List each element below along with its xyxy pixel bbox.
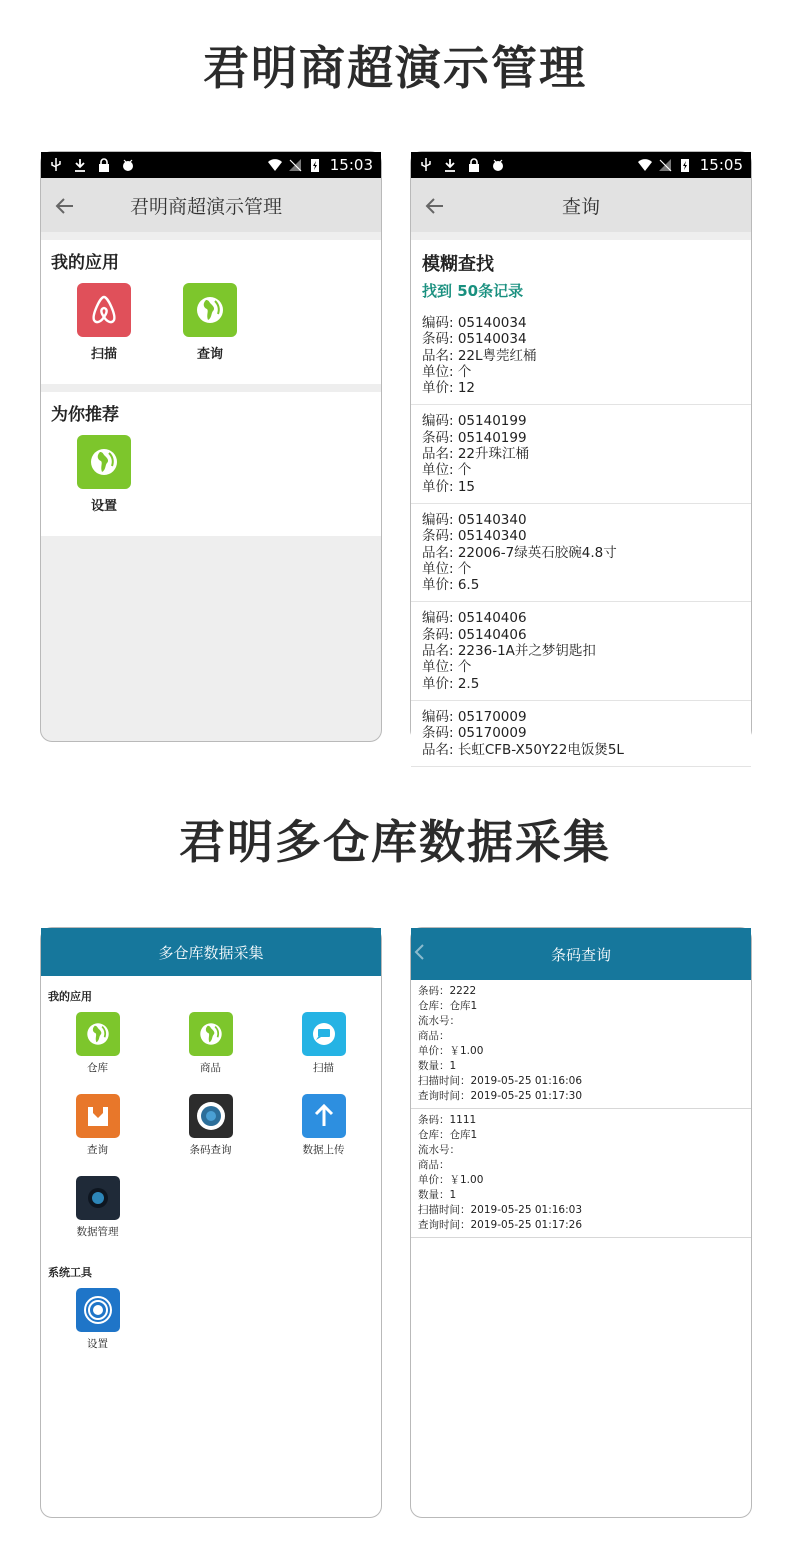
item-barcode: 条码: 05140199 xyxy=(422,429,527,446)
app-settings[interactable] xyxy=(41,1288,154,1362)
item-barcode: 条码: 05140034 xyxy=(422,331,527,348)
item-name: 品名: 22L粤莞红桶 xyxy=(422,347,537,364)
battery-icon xyxy=(678,158,692,172)
item-barcode: 条码: 05170009 xyxy=(422,725,527,742)
phone-screen-home xyxy=(40,151,382,742)
app-label: 扫描 xyxy=(313,1062,334,1074)
result-list xyxy=(411,307,751,767)
app-data-upload[interactable] xyxy=(267,1094,380,1168)
divider xyxy=(411,232,751,240)
page-title: 君明商超演示管理 xyxy=(129,195,282,218)
record-icon xyxy=(76,1176,120,1220)
item-unit: 单位: 个 xyxy=(422,560,472,577)
item-warehouse: 仓库：仓库1 xyxy=(418,1129,478,1141)
globe-icon xyxy=(183,283,237,337)
phone-screen-query xyxy=(410,151,752,758)
item-warehouse: 仓库：仓库1 xyxy=(418,1000,478,1012)
recommend-card xyxy=(41,392,381,536)
item-price: 单价：￥1.00 xyxy=(418,1174,484,1186)
app-settings[interactable] xyxy=(77,435,131,514)
item-price: 单价: 15 xyxy=(422,478,476,495)
back-chevron-icon[interactable] xyxy=(413,944,425,960)
clock: 15:05 xyxy=(699,156,743,174)
page-title: 查询 xyxy=(561,195,600,218)
download-icon xyxy=(73,158,87,172)
item-barcode: 条码：2222 xyxy=(418,985,477,997)
app-label: 扫描 xyxy=(90,347,117,362)
app-bar xyxy=(411,178,751,232)
status-bar xyxy=(411,152,751,178)
download-box-icon xyxy=(76,1094,120,1138)
item-qty: 数量：1 xyxy=(418,1060,457,1072)
item-barcode: 条码：1111 xyxy=(418,1114,477,1126)
app-query[interactable] xyxy=(41,1094,154,1168)
item-product: 商品： xyxy=(418,1159,450,1171)
status-bar xyxy=(41,152,381,178)
app-label: 仓库 xyxy=(87,1062,108,1074)
app-label: 设置 xyxy=(90,499,117,514)
lens-icon xyxy=(189,1094,233,1138)
item-price: 单价: 6.5 xyxy=(422,577,480,594)
list-item[interactable] xyxy=(411,980,751,1109)
item-code: 编码: 05140340 xyxy=(422,511,527,528)
app-data-management[interactable] xyxy=(41,1176,154,1250)
list-item[interactable] xyxy=(411,602,751,700)
globe-icon xyxy=(76,1012,120,1056)
wifi-icon xyxy=(268,158,282,172)
app-scan[interactable] xyxy=(267,1012,380,1086)
back-arrow-icon[interactable] xyxy=(53,194,77,218)
list-item[interactable] xyxy=(411,504,751,602)
tools-grid xyxy=(41,1280,381,1362)
item-serial: 流水号： xyxy=(418,1144,460,1156)
app-product[interactable] xyxy=(154,1012,267,1086)
usb-icon xyxy=(419,158,433,172)
list-item[interactable] xyxy=(411,701,751,767)
section-title-warehouse: 君明多仓库数据采集 xyxy=(179,815,611,869)
app-scan[interactable] xyxy=(77,283,131,362)
item-query-time: 查询时间：2019-05-25 01:17:30 xyxy=(418,1090,583,1102)
app-label: 数据上传 xyxy=(302,1144,345,1156)
no-sim-icon xyxy=(658,158,672,172)
download-icon xyxy=(443,158,457,172)
clock: 15:03 xyxy=(329,156,373,174)
app-bar xyxy=(411,928,751,980)
item-price: 单价: 12 xyxy=(422,380,476,397)
lock-icon xyxy=(467,158,481,172)
item-scan-time: 扫描时间：2019-05-25 01:16:03 xyxy=(418,1204,583,1216)
my-apps-card xyxy=(41,240,381,384)
item-code: 编码: 05140406 xyxy=(422,610,527,627)
airbnb-icon xyxy=(77,283,131,337)
ring-icon xyxy=(76,1288,120,1332)
item-serial: 流水号： xyxy=(418,1015,460,1027)
my-apps-title: 我的应用 xyxy=(48,990,92,1003)
app-label: 数据管理 xyxy=(76,1226,119,1238)
app-label: 商品 xyxy=(200,1062,221,1074)
list-item[interactable] xyxy=(411,405,751,503)
app-label: 条码查询 xyxy=(189,1144,232,1156)
app-bar xyxy=(41,928,381,976)
app-label: 设置 xyxy=(87,1338,108,1350)
app-bar xyxy=(41,178,381,232)
item-name: 品名: 22006-7绿英石胶碗4.8寸 xyxy=(422,544,617,561)
item-code: 编码: 05140034 xyxy=(422,315,527,331)
page-title: 多仓库数据采集 xyxy=(158,943,264,962)
my-apps-title: 我的应用 xyxy=(51,253,119,273)
globe-icon xyxy=(77,435,131,489)
item-barcode: 条码: 05140406 xyxy=(422,626,527,643)
app-grid xyxy=(41,1004,381,1250)
app-query[interactable] xyxy=(183,283,237,362)
item-code: 编码: 05140199 xyxy=(422,413,527,430)
item-price: 单价: 2.5 xyxy=(422,675,480,692)
search-header xyxy=(411,240,751,307)
back-arrow-icon[interactable] xyxy=(423,194,447,218)
lock-icon xyxy=(97,158,111,172)
upload-arrow-icon xyxy=(302,1094,346,1138)
item-price: 单价：￥1.00 xyxy=(418,1045,484,1057)
globe-icon xyxy=(189,1012,233,1056)
item-unit: 单位: 个 xyxy=(422,462,472,479)
item-name: 品名: 长虹CFB-X50Y22电饭煲5L xyxy=(422,741,624,758)
item-barcode: 条码: 05140340 xyxy=(422,528,527,545)
barcode-result-list xyxy=(411,980,751,1238)
item-query-time: 查询时间：2019-05-25 01:17:26 xyxy=(418,1219,583,1231)
phone-screen-barcode-query xyxy=(410,927,752,1518)
page-title: 条码查询 xyxy=(550,945,611,964)
phone-screen-warehouse-home xyxy=(40,927,382,1518)
tools-title: 系统工具 xyxy=(48,1266,92,1279)
battery-icon xyxy=(308,158,322,172)
item-name: 品名: 2236-1A并之梦钥匙扣 xyxy=(422,643,596,660)
app-barcode-query[interactable] xyxy=(154,1094,267,1168)
wifi-icon xyxy=(638,158,652,172)
item-qty: 数量：1 xyxy=(418,1189,457,1201)
android-icon xyxy=(491,158,505,172)
android-icon xyxy=(121,158,135,172)
item-unit: 单位: 个 xyxy=(422,659,472,676)
list-item[interactable] xyxy=(411,307,751,405)
usb-icon xyxy=(49,158,63,172)
recommend-title: 为你推荐 xyxy=(51,405,119,425)
item-unit: 单位: 个 xyxy=(422,363,472,380)
item-product: 商品： xyxy=(418,1030,450,1042)
item-name: 品名: 22升珠江桶 xyxy=(422,446,530,463)
search-title: 模糊查找 xyxy=(422,254,494,275)
list-item[interactable] xyxy=(411,1109,751,1238)
item-code: 编码: 05170009 xyxy=(422,708,527,725)
app-warehouse[interactable] xyxy=(41,1012,154,1086)
app-label: 查询 xyxy=(87,1144,108,1156)
item-scan-time: 扫描时间：2019-05-25 01:16:06 xyxy=(418,1075,583,1087)
no-sim-icon xyxy=(288,158,302,172)
result-count: 找到 50条记录 xyxy=(422,282,524,300)
section-title-supermarket: 君明商超演示管理 xyxy=(203,41,587,95)
app-label: 查询 xyxy=(196,347,223,362)
chat-icon xyxy=(302,1012,346,1056)
